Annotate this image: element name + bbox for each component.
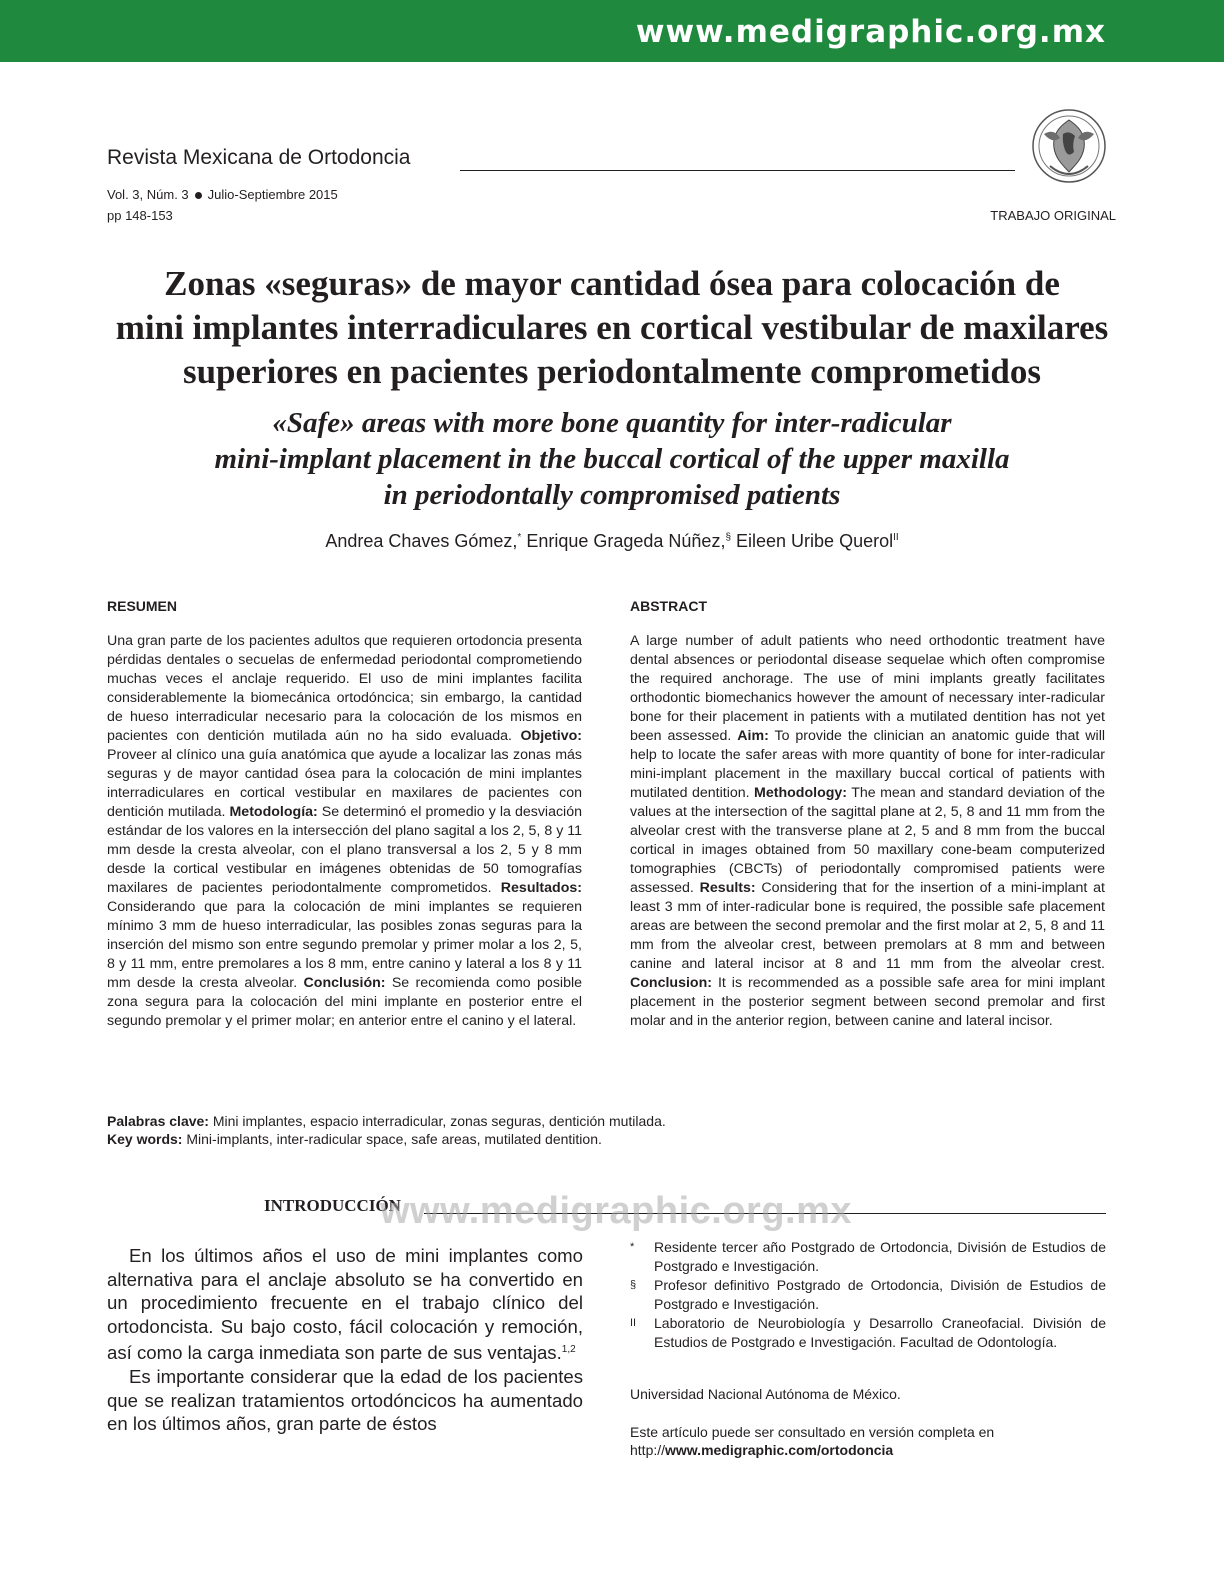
label-resultados: Resultados: bbox=[500, 880, 582, 896]
label-metodologia: Metodología: bbox=[229, 804, 318, 820]
resumen-conclusion: Se recomienda como posible zona segura para la colocación del mini implante en posterior entre el segundo premolar y el primer molar; en anterior entre el canino y el lateral. bbox=[107, 975, 583, 1029]
abstract-conclusion: It is recommended as a possible safe area for mini implant placement in the posterior segment between second premolar and first molar and in the anterior region, between canine and lateral incisor. bbox=[630, 975, 1105, 1029]
resumen-heading: RESUMEN bbox=[107, 598, 178, 614]
title-es-line: mini implantes interradiculares en cortical vestibular de maxilares bbox=[115, 308, 1109, 347]
label-conclusion: Conclusión: bbox=[303, 975, 386, 991]
bullet-dot bbox=[195, 192, 202, 199]
title-en-line: in periodontally compromised patients bbox=[383, 479, 841, 511]
footnote-mark: II bbox=[630, 1317, 637, 1329]
consult-note bbox=[630, 1423, 994, 1459]
page-range: pp 148-153 bbox=[107, 208, 173, 223]
resumen-resultados: Considerando que para la colocación de mini implantes se requieren mínimo 3 mm de hueso interradicular, las posibles zonas seguras para la inserción del mismo son entre segundo premolar y primer molar a los 2, 5, 8 y 11 mm, entre premolares a los 8 mm, entre canino y lateral a los 8 y 11 mm desde la cresta alveolar. bbox=[107, 899, 582, 991]
banner-url-link[interactable]: www.medigraphic.org.mx bbox=[635, 14, 1106, 50]
keywords-block bbox=[107, 1112, 666, 1148]
label-methodology: Methodology: bbox=[754, 785, 848, 801]
consult-text: Este artículo puede ser consultado en versión completa en bbox=[630, 1424, 995, 1440]
intro-p1-text: En los últimos años el uso de mini implantes como alternativa para el anclaje absoluto se ha convertido en un procedimiento frecuente en el trabajo clínico del ortodoncista. Su bajo costo, fácil colocación y remoción, así como la carga inmediata son parte de sus ventajas. bbox=[107, 1245, 583, 1364]
abstract-heading: ABSTRACT bbox=[630, 598, 707, 614]
title-english bbox=[60, 405, 1164, 513]
title-en-line: mini-implant placement in the buccal cortical of the upper maxilla bbox=[214, 443, 1010, 475]
resumen-objetivo: Proveer al clínico una guía anatómica que ayude a localizar las zonas más seguras y de mayor cantidad ósea para la colocación de mini implantes interradiculares en cortical vestibular en maxilares de pacientes con dentición mutilada. bbox=[107, 747, 582, 820]
university-name: Universidad Nacional Autónoma de México. bbox=[630, 1386, 901, 1402]
keywords-en bbox=[107, 1130, 666, 1148]
abstract-aim: To provide the clinician an anatomic guide that will help to locate the safer areas with more quantity of bone for inter-radicular mini-implant placement in the maxillary buccal cortical of patients with mutilated dentition. bbox=[630, 728, 1106, 801]
footnote-item bbox=[630, 1276, 1106, 1313]
label-conclusion-en: Conclusion: bbox=[630, 975, 712, 991]
author-name: Andrea Chaves Gómez, bbox=[325, 531, 518, 551]
consult-link-prefix: http:// bbox=[630, 1442, 666, 1458]
author-name: Enrique Grageda Núñez, bbox=[521, 531, 726, 551]
resumen-intro: Una gran parte de los pacientes adultos que requieren ortodoncia presenta pérdidas dentales o secuelas de enfermedad periodontal comprometiendo muchas veces el anclaje requerido. El uso de mini implantes facilita considerablemente la biomecánica ortodóncica; sin embargo, la cantidad de hueso interradicular necesario para la colocación de los mismos en pacientes con dentición mutilada aún no ha sido evaluada. bbox=[107, 633, 582, 744]
resumen-text bbox=[107, 632, 582, 1031]
keywords-en-label: Key words: bbox=[107, 1131, 183, 1147]
affiliation-footnotes bbox=[630, 1238, 1106, 1352]
consult-link-line bbox=[630, 1441, 994, 1459]
title-spanish bbox=[60, 262, 1164, 394]
keywords-es bbox=[107, 1112, 666, 1130]
label-objetivo: Objetivo: bbox=[520, 728, 582, 744]
keywords-es-text: Mini implantes, espacio interradicular, zonas seguras, dentición mutilada. bbox=[208, 1113, 666, 1129]
footnote-mark: § bbox=[630, 1279, 637, 1291]
footnote-item bbox=[630, 1314, 1106, 1351]
title-en-line: «Safe» areas with more bone quantity for inter-radicular bbox=[272, 407, 952, 439]
citation-ref: 1,2 bbox=[561, 1344, 576, 1356]
journal-name: Revista Mexicana de Ortodoncia bbox=[107, 146, 411, 169]
keywords-en-text: Mini-implants, inter-radicular space, safe areas, mutilated dentition. bbox=[182, 1131, 602, 1147]
issue-info bbox=[107, 187, 338, 202]
footnote-item bbox=[630, 1238, 1106, 1275]
intro-p2-text: Es importante considerar que la edad de los pacientes que se realizan tratamientos ortodóncicos ha aumentado en los últimos años, gran parte de éstos bbox=[107, 1366, 583, 1435]
intro-paragraph bbox=[107, 1365, 583, 1436]
label-aim: Aim: bbox=[737, 728, 769, 744]
consult-link[interactable]: www.medigraphic.com/ortodoncia bbox=[665, 1442, 894, 1458]
author-affiliation-mark: II bbox=[893, 532, 899, 543]
intro-body bbox=[107, 1244, 583, 1436]
journal-rule bbox=[460, 170, 1015, 171]
author-list bbox=[60, 531, 1164, 552]
label-results: Results: bbox=[699, 880, 756, 896]
title-es-line: superiores en pacientes periodontalmente comprometidos bbox=[182, 352, 1042, 391]
footnote-mark: * bbox=[630, 1241, 635, 1253]
top-banner bbox=[0, 0, 1224, 62]
footnote-text: Laboratorio de Neurobiología y Desarrollo Craneofacial. División de Estudios de Postgrado e Investigación. Facultad de Odontología. bbox=[654, 1315, 1106, 1350]
author-affiliation-mark: * bbox=[517, 532, 522, 543]
watermark: www.medigraphic.org.mx bbox=[380, 1190, 853, 1232]
intro-heading: INTRODUCCIÓN bbox=[264, 1196, 401, 1215]
article-type: TRABAJO ORIGINAL bbox=[990, 208, 1116, 223]
intro-paragraph bbox=[107, 1244, 583, 1365]
issue-date: Julio-Septiembre 2015 bbox=[207, 187, 338, 202]
author-name: Eileen Uribe Querol bbox=[731, 531, 894, 551]
title-es-line: Zonas «seguras» de mayor cantidad ósea para colocación de bbox=[164, 264, 1060, 303]
keywords-es-label: Palabras clave: bbox=[107, 1113, 209, 1129]
author-affiliation-mark: § bbox=[725, 532, 732, 543]
footnote-text: Profesor definitivo Postgrado de Ortodoncia, División de Estudios de Postgrado e Investigación. bbox=[654, 1277, 1106, 1312]
abstract-methodology: The mean and standard deviation of the values at the intersection of the sagittal plane at 2, 5, 8 and 11 mm from the alveolar crest with the transverse plane at 2, 5 and 8 mm from the buccal cortical in images obtained from 50 maxillary cone-beam computerized tomographies (CBCTs) of periodontally compromised patients were assessed. bbox=[630, 785, 1105, 896]
abstract-text bbox=[630, 632, 1105, 1031]
unam-seal-icon bbox=[1030, 104, 1108, 190]
volume-number: Vol. 3, Núm. 3 bbox=[107, 187, 189, 202]
footnote-text: Residente tercer año Postgrado de Ortodoncia, División de Estudios de Postgrado e Investigación. bbox=[654, 1239, 1106, 1274]
abstract-results: Considering that for the insertion of a mini-implant at least 3 mm of inter-radicular bone is required, the possible safe placement areas are between the second premolar and the first molar at 2, 5, 8 and 11 mm from the alveolar crest, between premolars at 8 mm and between canine and lateral incisor at 8 and 11 mm from the alveolar crest. bbox=[630, 880, 1105, 972]
resumen-metodologia: Se determinó el promedio y la desviación estándar de los valores en la intersección del plano sagital a los 2, 5, 8 y 11 mm desde la cresta alveolar, con el plano transversal a los 2, 5 y 8 mm desde la cortical vestibular en imágenes obtenidas de 50 tomografías maxilares de pacientes periodontalmente comprometidos. bbox=[107, 804, 582, 896]
abstract-intro: A large number of adult patients who need orthodontic treatment have dental absences or periodontal disease sequelae which often compromise the required anchorage. The use of mini implants greatly facilitates orthodontic biomechanics however the amount of necessary inter-radicular bone for their placement in patients with a mutilated dentition has not yet been assessed. bbox=[630, 633, 1105, 744]
